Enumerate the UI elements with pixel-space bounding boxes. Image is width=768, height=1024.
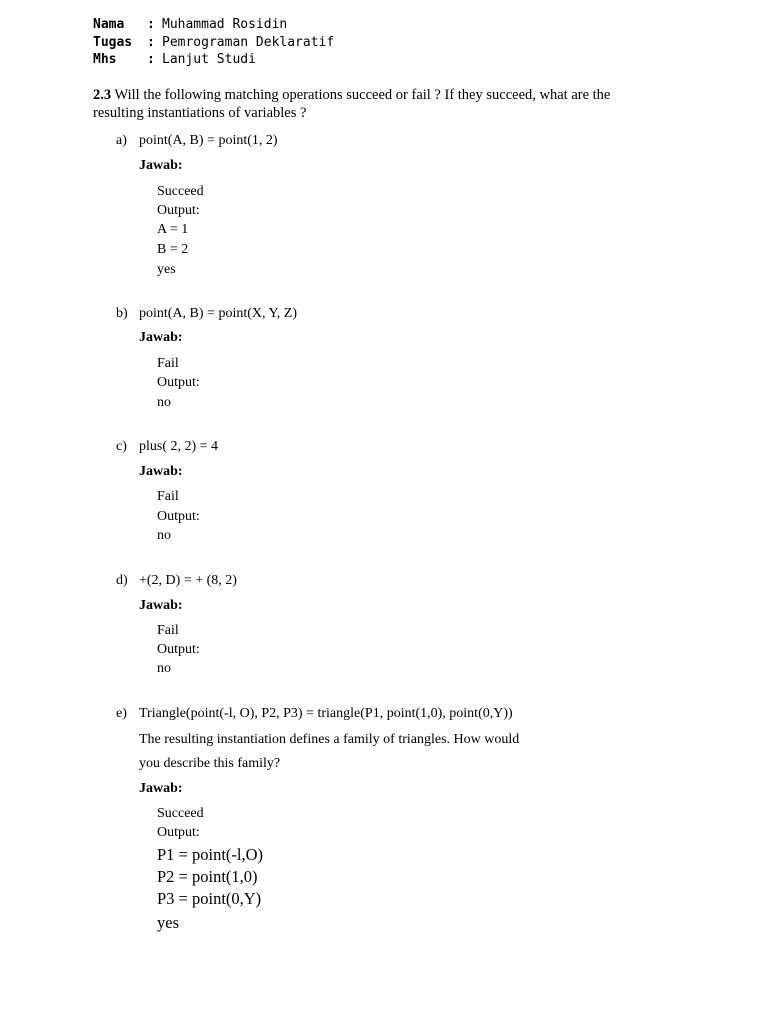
answer-line: A = 1 [157,222,189,237]
answer-line: Fail [157,489,179,504]
answer-line: no [157,395,171,410]
jawab-label: Jawab: [139,781,183,796]
header-row-tugas [93,34,334,52]
answer-line: Output: [157,375,200,390]
answer-line: Output: [157,825,200,840]
answer-line: Output: [157,509,200,524]
answer-line: P1 = point(-l,O) [157,845,264,864]
item-letter: a) [116,133,127,148]
header-label: Mhs [93,52,117,67]
item-letter: d) [116,573,128,588]
answer-line: yes [157,913,179,932]
question-number: 2.3 [93,87,112,103]
question-line-2: resulting instantiations of variables ? [93,105,307,121]
question-text-1: Will the following matching operations succeed or fail ? If they succeed, what are the [114,87,611,103]
header-separator: : [147,52,155,67]
jawab-label: Jawab: [139,598,183,613]
item-expression: point(A, B) = point(X, Y, Z) [139,306,297,321]
header-label: Tugas [93,34,133,50]
item-letter: b) [116,306,128,321]
header-label: Nama [93,17,125,32]
item-d-expression [116,573,237,589]
answer-line: Output: [157,642,200,657]
item-c-expression [116,439,218,455]
answer-line: Fail [157,356,179,371]
header-row-nama [93,16,334,34]
question-line-1 [93,86,610,104]
item-a-expression [116,133,278,149]
jawab-label: Jawab: [139,330,183,345]
answer-line: Succeed [157,806,204,821]
item-description: The resulting instantiation defines a family of triangles. How would [139,732,520,747]
header-value: Pemrograman Deklaratif [162,34,335,50]
answer-line: no [157,528,171,543]
item-description: you describe this family? [139,756,281,771]
item-e-expression [116,706,513,722]
header-value: Muhammad Rosidin [162,17,288,32]
answer-line: Fail [157,623,179,638]
answer-line: Succeed [157,184,204,199]
answer-line: yes [157,262,176,277]
item-letter: e) [116,706,127,721]
item-expression: Triangle(point(-l, O), P2, P3) = triangle(P1, point(1,0), point(0,Y)) [139,706,513,721]
answer-line: Output: [157,203,200,218]
answer-line: no [157,661,171,676]
jawab-label: Jawab: [139,464,183,479]
answer-line: P2 = point(1,0) [157,867,258,886]
item-letter: c) [116,439,127,454]
item-expression: plus( 2, 2) = 4 [139,439,219,454]
item-expression: +(2, D) = + (8, 2) [139,573,237,588]
answer-line: P3 = point(0,Y) [157,889,262,908]
item-b-expression [116,306,297,322]
header-value: Lanjut Studi [162,52,256,67]
item-expression: point(A, B) = point(1, 2) [139,133,278,148]
header-row-mhs [93,51,334,69]
header-block [93,16,334,69]
answer-line: B = 2 [157,242,189,257]
header-separator: : [147,17,155,32]
jawab-label: Jawab: [139,158,183,173]
header-separator: : [147,34,155,50]
